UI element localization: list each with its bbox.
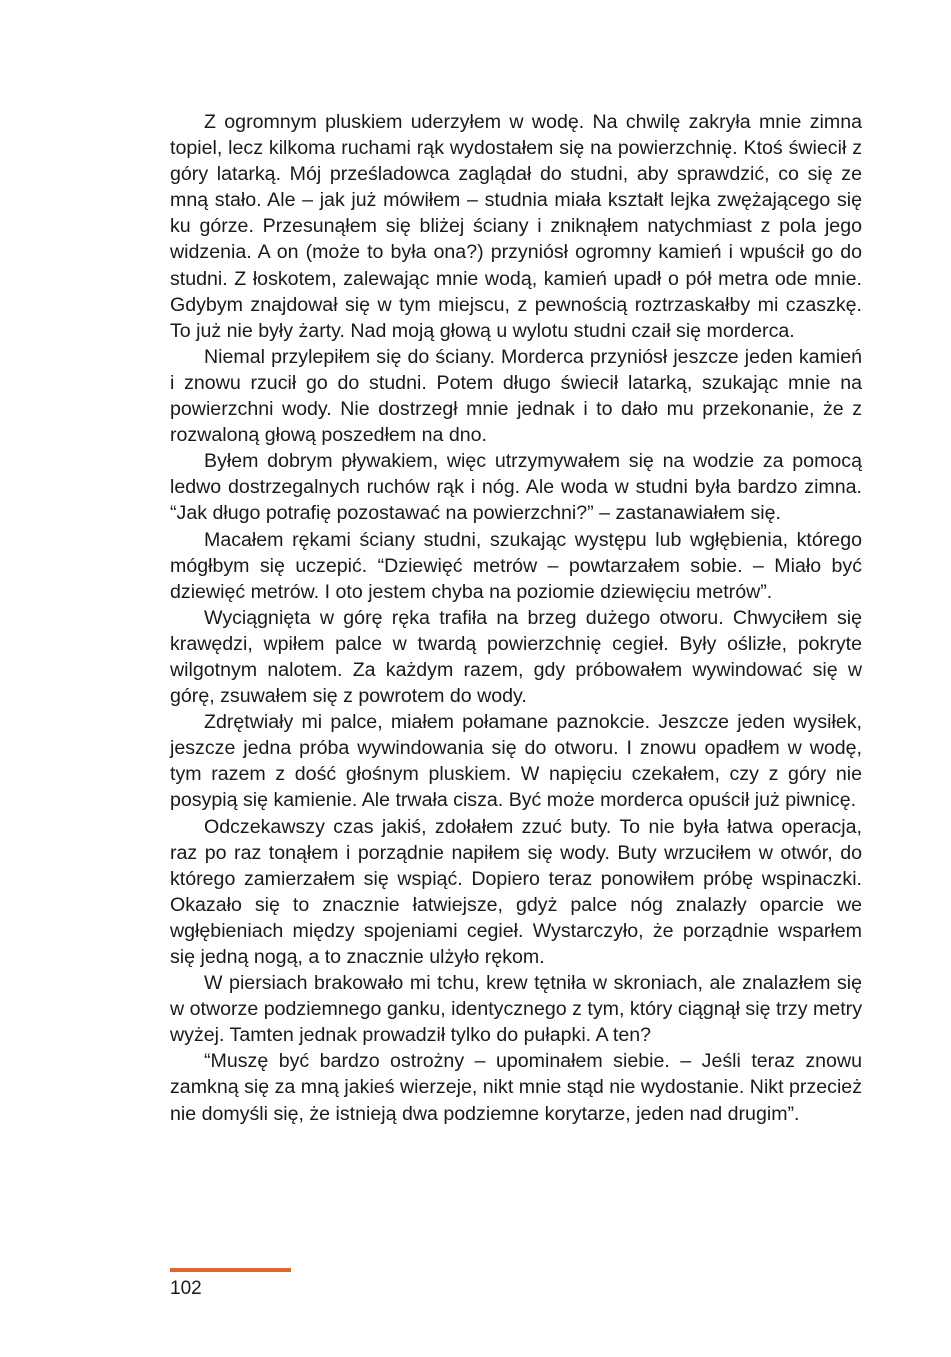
paragraph: Odczekawszy czas jakiś, zdołałem zzuć buty. To nie była łatwa operacja, raz po raz tonąłem i porządnie napiłem się wody. Buty wrzuciłem w otwór, do którego zamierzałem się wspiąć. Dopiero teraz ponowiłem próbę wspinaczki. Okazało się to znacznie łatwiejsze, gdyż palce nóg znalazły oparcie we wgłębieniach między spojeniami cegieł. Wystarczyło, że porządnie wsparłem się jedną nogą, a to znacznie ulżyło rękom. <box>170 815 862 968</box>
paragraph: Zdrętwiały mi palce, miałem połamane paznokcie. Jeszcze jeden wysiłek, jeszcze jedna próba wywindowania się do otworu. I znowu opadłem w wodę, tym razem z dość głośnym pluskiem. W napięciu czekałem, czy z góry nie posypią się kamienie. Ale trwała cisza. Być może morderca opuścił już piwnicę. <box>170 711 862 812</box>
page-number: 102 <box>170 1278 202 1299</box>
paragraph: Wyciągnięta w górę ręka trafiła na brzeg dużego otworu. Chwyciłem się krawędzi, wpiłem palce w twardą powierzchnię cegieł. Były oślizłe, pokryte wilgotnym nalotem. Za każdym razem, gdy próbowałem wywindować się w górę, zsuwałem się z powrotem do wody. <box>170 606 862 708</box>
footer-accent-rule <box>170 1268 291 1272</box>
paragraph: Byłem dobrym pływakiem, więc utrzymywałem się na wodzie za pomocą ledwo dostrzegalnych ruchów rąk i nóg. Ale woda w studni była bardzo zimna. “Jak długo potrafię pozostawać na powierzchni?” – zastanawiałem się. <box>170 450 862 525</box>
paragraph: Macałem rękami ściany studni, szukając występu lub wgłębienia, którego mógłbym się uczepić. “Dziewięć metrów – powtarzałem sobie. – Miało być dziewięć metrów. I oto jestem chyba na poziomie dziewięciu metrów”. <box>170 528 862 603</box>
paragraph: “Muszę być bardzo ostrożny – upominałem siebie. – Jeśli teraz znowu zamkną się za mną jakieś wierzeje, nikt mnie stąd nie wydostanie. Nikt przecież nie domyśli się, że istnieją dwa podziemne korytarze, jeden nad drugim”. <box>170 1050 862 1125</box>
paragraph: Z ogromnym pluskiem uderzyłem w wodę. Na chwilę zakryła mnie zimna topiel, lecz kilkoma ruchami rąk wydostałem się na powierzchnię. Ktoś świecił z góry latarką. Mój prześladowca zaglądał do studni, aby sprawdzić, co się ze mną stało. Ale – jak już mówiłem – studnia miała kształt lejka zwężającego się ku górze. Przesunąłem się bliżej ściany i zniknąłem natychmiast z pola jego widzenia. A on (może to była ona?) przyniósł ogromny kamień i wpuścił go do studni. Z łoskotem, zalewając mnie wodą, kamień upadł o pół metra ode mnie. Gdybym znajdował się w tym miejscu, z pewnością roztrzaskałby mi czaszkę. To już nie były żarty. Nad moją głową u wylotu studni czaił się morderca. <box>170 111 862 342</box>
body-text <box>170 109 862 1127</box>
paragraph: W piersiach brakowało mi tchu, krew tętniła w skroniach, ale znalazłem się w otworze podziemnego ganku, identycznego z tym, który ciągnął się trzy metry wyżej. Tamten jednak prowadził tylko do pułapki. A ten? <box>170 972 862 1047</box>
paragraph: Niemal przylepiłem się do ściany. Morderca przyniósł jeszcze jeden kamień i znowu rzucił go do studni. Potem długo świecił latarką, szukając mnie na powierzchni wody. Nie dostrzegł mnie jednak i to dało mu przekonanie, że z rozwaloną głową poszedłem na dno. <box>170 345 862 447</box>
